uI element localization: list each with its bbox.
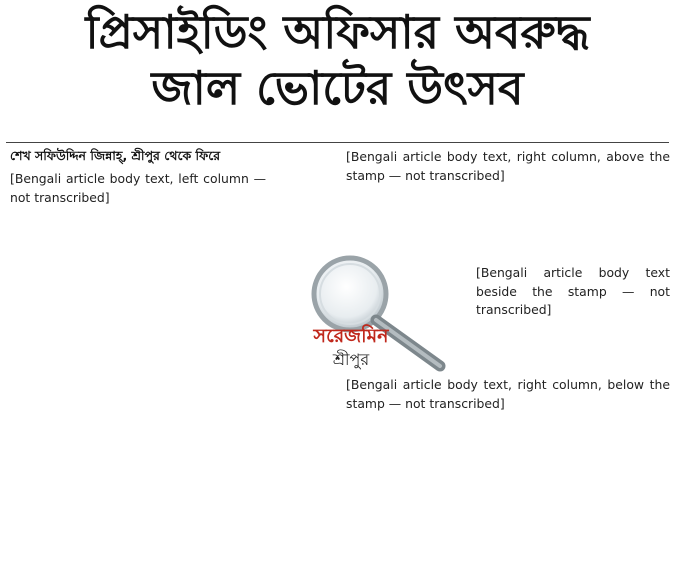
article-body-right-bottom: [Bengali article body text, right column, below the stamp — not transcribed] xyxy=(346,377,670,411)
article-column-right-bottom xyxy=(346,376,670,556)
byline: শেখ সফিউদ্দিন জিন্নাহ্, শ্রীপুর থেকে ফিরে xyxy=(10,148,221,163)
headline-line-1: প্রিসাইডিং অফিসার অবরুদ্ধ xyxy=(85,5,590,59)
article-body-left: [Bengali article body text, left column — not transcribed] xyxy=(10,171,266,205)
article-headline xyxy=(0,4,675,116)
article-body-right-top: [Bengali article body text, right column, above the stamp — not transcribed] xyxy=(346,149,670,183)
article-column-left xyxy=(10,170,334,555)
headline-line-2: জাল ভোটের উৎসব xyxy=(151,61,524,115)
headline-rule xyxy=(6,142,669,143)
stamp-label: সরেজমিন xyxy=(313,325,389,347)
on-the-spot-stamp xyxy=(290,250,474,375)
stamp-place: শ্রীপুর xyxy=(332,350,370,369)
article-body-right-side: [Bengali article body text beside the stamp — not transcribed] xyxy=(476,265,670,318)
article-column-right-top xyxy=(346,148,670,263)
article-column-right-side xyxy=(476,264,670,376)
